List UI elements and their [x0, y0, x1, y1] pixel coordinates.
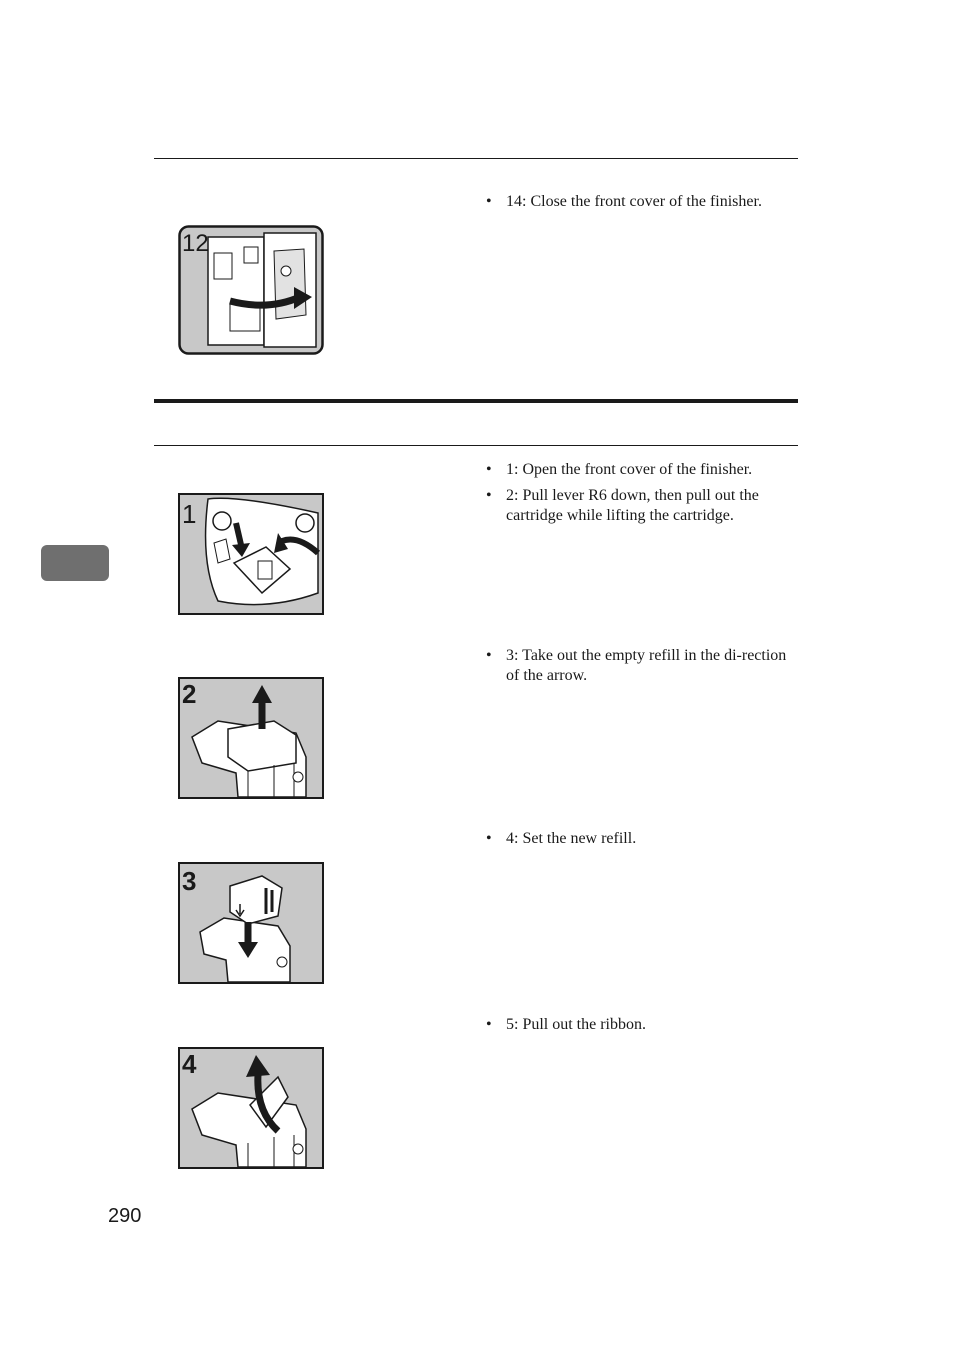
step-3-list: [486, 646, 798, 692]
section-divider-thick: [154, 399, 798, 403]
figure-set-new-refill: [178, 862, 324, 984]
step-5-list: [486, 1015, 798, 1041]
figure-12-label: 12: [182, 230, 209, 257]
figure-2-label: 2: [182, 679, 197, 709]
figure-pull-out-ribbon: [178, 1047, 324, 1169]
step-14: • 14: Close the front cover of the finisher.: [486, 192, 798, 212]
figure-3-label: 3: [182, 866, 197, 896]
figure-2-illustration: [178, 677, 324, 799]
figure-4-illustration: [178, 1047, 324, 1169]
page-number: 290: [108, 1205, 142, 1227]
figure-1-illustration: [178, 493, 324, 615]
step-2: • 2: Pull lever R6 down, then pull out the cartridge while lifting the cartridge.: [486, 486, 798, 526]
step-4-list: [486, 829, 798, 855]
figure-close-front-cover: [178, 225, 324, 355]
step-5: • 5: Pull out the ribbon.: [486, 1015, 798, 1035]
step-3: • 3: Take out the empty refill in the di-rection of the arrow.: [486, 646, 798, 686]
figure-pull-lever: [178, 493, 324, 615]
figure-1-label: 1: [182, 499, 197, 529]
step-4: • 4: Set the new refill.: [486, 829, 798, 849]
figure-take-out-refill: [178, 677, 324, 799]
chapter-tab: [41, 545, 109, 581]
step-1: • 1: Open the front cover of the finisher.: [486, 460, 798, 480]
step-14-list: [486, 192, 798, 218]
figure-3-illustration: [178, 862, 324, 984]
steps-1-2-list: [486, 460, 798, 532]
header-rule: [154, 158, 798, 159]
section-divider-thin: [154, 445, 798, 446]
figure-4-label: 4: [182, 1049, 197, 1079]
figure-12-illustration: [178, 225, 324, 355]
